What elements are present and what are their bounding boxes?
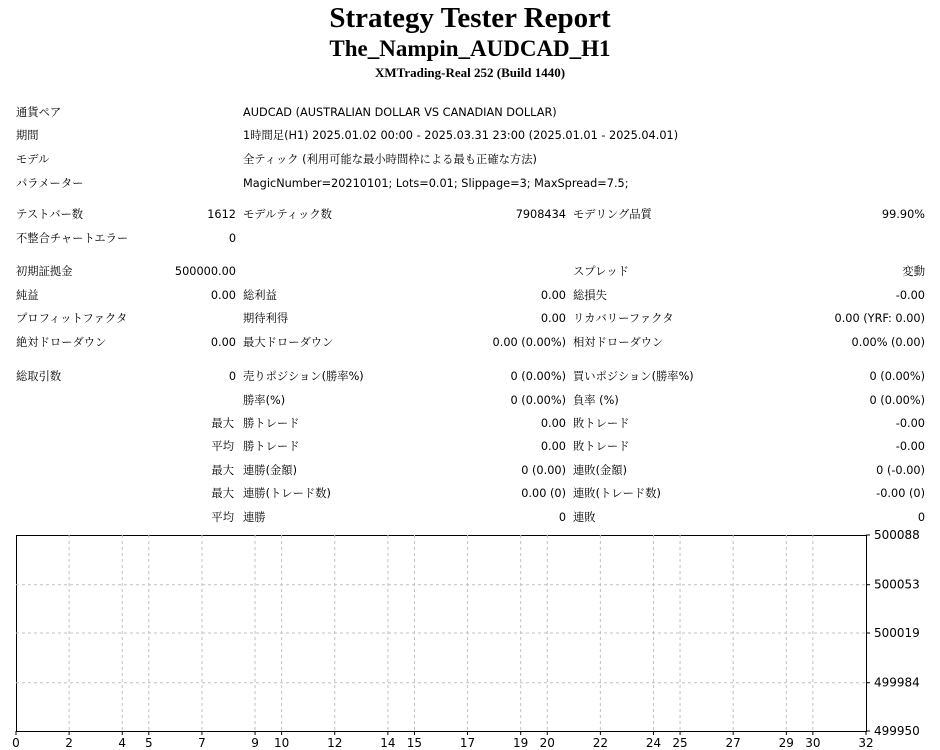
win-rate-value: 0 (0.00%) (510, 394, 566, 407)
period-value: 1時間足(H1) 2025.01.02 00:00 - 2025.03.31 23:00 (2025.01.01 - 2025.04.01) (243, 129, 679, 142)
x-tick-label: 17 (459, 736, 476, 750)
total-trades-label: 総取引数 (16, 370, 62, 383)
y-tick-label: 500088 (874, 528, 920, 542)
maximal-drawdown-value: 0.00 (0.00%) (492, 336, 566, 349)
stat-prefix: 最大 (211, 487, 234, 500)
report-subtitle: The_Nampin_AUDCAD_H1 (329, 36, 611, 61)
x-tick-label: 0 (12, 736, 20, 750)
x-tick-label: 22 (592, 736, 609, 750)
spread-value: 変動 (902, 265, 925, 278)
balance-chart (0, 520, 940, 750)
gross-loss-label: 総損失 (573, 289, 607, 302)
x-tick-label: 2 (65, 736, 73, 750)
absolute-drawdown-value: 0.00 (210, 336, 236, 349)
win-rate-label: 勝率(%) (243, 394, 286, 407)
short-positions-label: 売りポジション(勝率%) (243, 370, 364, 383)
x-tick-label: 10 (273, 736, 290, 750)
stat-label: 連敗 (573, 511, 596, 524)
stat-prefix: 最大 (211, 417, 234, 430)
maximal-drawdown-label: 最大ドローダウン (243, 336, 334, 349)
stat-value: -0.00 (0) (876, 487, 925, 500)
x-tick-label: 19 (513, 736, 529, 750)
stat-prefix: 最大 (211, 464, 234, 477)
short-positions-value: 0 (0.00%) (510, 370, 566, 383)
x-tick-label: 7 (198, 736, 206, 750)
loss-rate-value: 0 (0.00%) (869, 394, 925, 407)
modeling-quality-label: モデリング品質 (573, 208, 652, 221)
stat-value: 0.00 (540, 440, 566, 453)
x-tick-label: 20 (539, 736, 555, 750)
x-tick-label: 14 (380, 736, 396, 750)
parameters-label: パラメーター (16, 177, 84, 190)
stat-value: 0.00 (540, 417, 566, 430)
period-label: 期間 (16, 129, 39, 142)
stat-label: 連勝(トレード数) (243, 487, 331, 500)
stat-label: 敗トレード (573, 440, 630, 453)
net-profit-value: 0.00 (210, 289, 236, 302)
x-tick-label: 15 (406, 736, 423, 750)
x-tick-label: 25 (672, 736, 688, 750)
initial-deposit-value: 500000.00 (174, 265, 236, 278)
stat-label: 連敗(金額) (573, 464, 628, 477)
stat-label: 勝トレード (243, 440, 300, 453)
x-tick-label: 12 (327, 736, 343, 750)
expected-payoff-label: 期待利得 (243, 312, 289, 325)
x-tick-label: 29 (778, 736, 794, 750)
stat-value: -0.00 (895, 417, 925, 430)
model-value: 全ティック (利用可能な最小時間枠による最も正確な方法) (243, 153, 537, 166)
x-tick-label: 27 (725, 736, 741, 750)
stat-label: 敗トレード (573, 417, 630, 430)
long-positions-label: 買いポジション(勝率%) (573, 370, 694, 383)
x-tick-label: 9 (251, 736, 259, 750)
stat-value: 0 (917, 511, 925, 524)
mismatch-errors-label: 不整合チャートエラー (16, 232, 129, 245)
y-tick-label: 499950 (874, 724, 920, 738)
modeling-quality-value: 99.90% (881, 208, 925, 221)
relative-drawdown-value: 0.00% (0.00) (851, 336, 925, 349)
symbol-value: AUDCAD (AUSTRALIAN DOLLAR VS CANADIAN DOLLAR) (243, 106, 557, 119)
parameters-value: MagicNumber=20210101; Lots=0.01; Slippage=3; MaxSpread=7.5; (243, 177, 629, 190)
profit-factor-label: プロフィットファクタ (16, 312, 128, 325)
x-tick-label: 5 (144, 736, 153, 750)
stat-label: 連勝(金額) (243, 464, 298, 477)
loss-rate-label: 負率 (%) (573, 394, 619, 407)
model-label: モデル (16, 153, 50, 166)
y-tick-label: 500053 (874, 577, 920, 592)
stat-label: 連敗(トレード数) (573, 487, 661, 500)
x-tick-label: 4 (118, 736, 127, 750)
absolute-drawdown-label: 絶対ドローダウン (16, 336, 107, 349)
stat-prefix: 平均 (211, 440, 234, 453)
x-tick-label: 32 (858, 736, 874, 750)
stat-value: 0 (0.00) (521, 464, 566, 477)
long-positions-value: 0 (0.00%) (869, 370, 925, 383)
gross-profit-value: 0.00 (540, 289, 566, 302)
server-info: XMTrading-Real 252 (Build 1440) (374, 65, 566, 80)
recovery-factor-label: リカバリーファクタ (573, 312, 674, 325)
y-tick-label: 500019 (874, 626, 920, 640)
model-ticks-label: モデルティック数 (243, 208, 332, 221)
stat-value: 0 (-0.00) (876, 464, 925, 477)
symbol-label: 通貨ペア (16, 106, 62, 119)
test-bars-value: 1612 (207, 208, 236, 221)
expected-payoff-value: 0.00 (540, 312, 566, 325)
report-title: Strategy Tester Report (329, 2, 611, 34)
test-bars-label: テストバー数 (16, 208, 84, 221)
x-tick-label: 30 (805, 736, 821, 750)
gross-loss-value: -0.00 (895, 289, 925, 302)
model-ticks-value: 7908434 (515, 208, 566, 221)
stat-prefix: 平均 (211, 511, 234, 524)
spread-label: スプレッド (573, 265, 629, 278)
stat-value: -0.00 (895, 440, 925, 453)
stat-value: 0 (558, 511, 566, 524)
stat-label: 勝トレード (243, 417, 300, 430)
stat-value: 0.00 (0) (521, 487, 566, 500)
mismatch-errors-value: 0 (228, 232, 236, 245)
total-trades-value: 0 (228, 370, 236, 383)
y-tick-label: 499984 (874, 675, 920, 690)
relative-drawdown-label: 相対ドローダウン (573, 336, 664, 349)
stat-label: 連勝 (243, 511, 266, 524)
gross-profit-label: 総利益 (243, 289, 277, 302)
recovery-factor-value: 0.00 (YRF: 0.00) (834, 312, 925, 325)
net-profit-label: 純益 (16, 289, 39, 302)
x-tick-label: 24 (645, 736, 662, 750)
initial-deposit-label: 初期証拠金 (16, 265, 73, 278)
